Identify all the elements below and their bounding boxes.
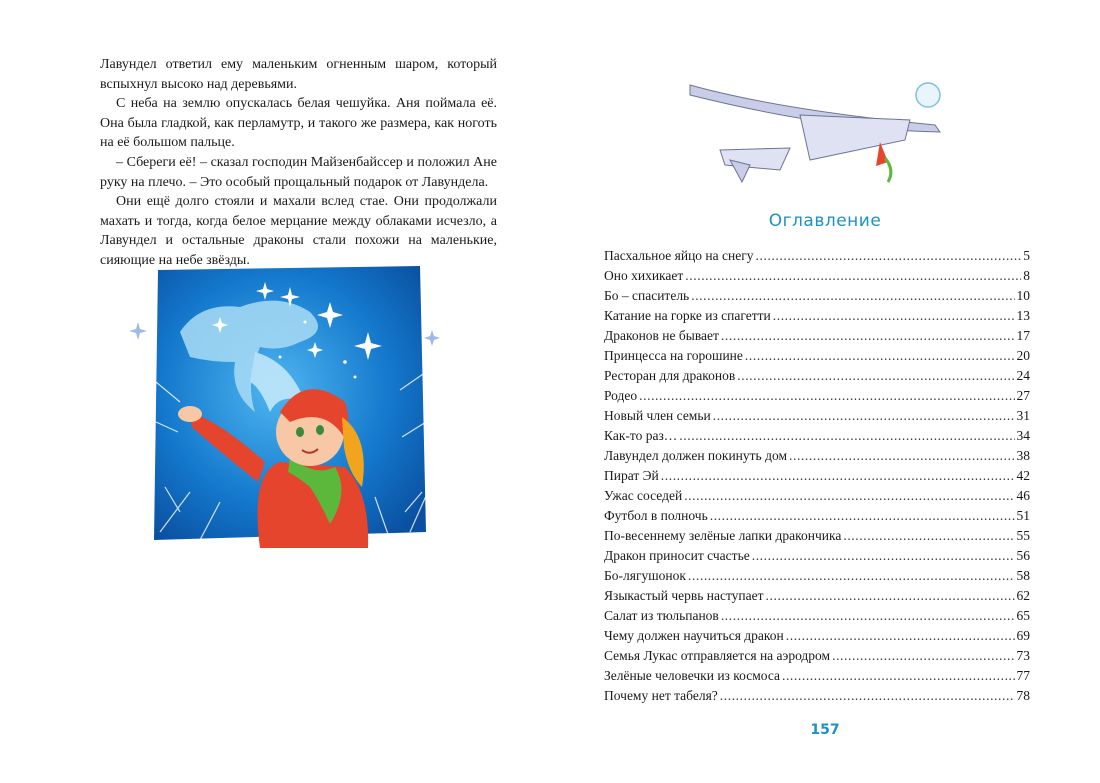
right-page <box>550 0 1100 783</box>
toc-entry-page: 62 <box>1016 588 1030 603</box>
toc-dot-leader <box>679 426 1014 446</box>
toc-entry-title: По-весеннему зелёные лапки дракончика <box>604 528 842 543</box>
toc-entry-title: Родео <box>604 388 638 403</box>
toc-entry-title: Лавундел должен покинуть дом <box>604 448 787 463</box>
toc-entry-page: 34 <box>1016 428 1030 443</box>
toc-entry-title: Языкастый червь наступает <box>604 588 764 603</box>
toc-entry-page: 51 <box>1016 508 1030 523</box>
toc-entry-title: Ресторан для драконов <box>604 368 736 383</box>
toc-entry-title: Драконов не бывает <box>604 328 719 343</box>
toc-dot-leader <box>639 386 1014 406</box>
toc-entry <box>604 546 1030 566</box>
toc-entry <box>604 306 1030 326</box>
toc-entry-title: Принцесса на горошине <box>604 348 743 363</box>
toc-entry-title: Пасхальное яйцо на снегу <box>604 248 754 263</box>
toc-entry-page: 58 <box>1016 568 1030 583</box>
toc-entry-title: Пират Эй <box>604 468 659 483</box>
toc-dot-leader <box>745 346 1015 366</box>
toc-dot-leader <box>661 466 1015 486</box>
toc-entry <box>604 406 1030 426</box>
toc-entry-page: 10 <box>1016 288 1030 303</box>
toc-entry <box>604 506 1030 526</box>
glider-airplane-illustration <box>680 70 950 195</box>
toc-entry-title: Оно хихикает <box>604 268 684 283</box>
toc-dot-leader <box>766 586 1015 606</box>
toc-dot-leader <box>721 606 1015 626</box>
toc-entry-page: 42 <box>1016 468 1030 483</box>
toc-dot-leader <box>720 686 1015 706</box>
toc-entry <box>604 466 1030 486</box>
toc-dot-leader <box>737 366 1014 386</box>
toc-entry <box>604 346 1030 366</box>
toc-entry-page: 65 <box>1016 608 1030 623</box>
toc-entry <box>604 566 1030 586</box>
toc-entry <box>604 486 1030 506</box>
toc-dot-leader <box>832 646 1014 666</box>
toc-dot-leader <box>721 326 1015 346</box>
toc-entry-page: 24 <box>1016 368 1030 383</box>
toc-dot-leader <box>710 506 1015 526</box>
toc-entry-title: Семья Лукас отправляется на аэродром <box>604 648 831 663</box>
toc-dot-leader <box>756 246 1022 266</box>
toc-entry <box>604 606 1030 626</box>
toc-entry-title: Новый член семьи <box>604 408 711 423</box>
toc-entry-title: Ужас соседей <box>604 488 683 503</box>
toc-entry-title: Как-то раз… <box>604 428 678 443</box>
toc-entry <box>604 626 1030 646</box>
toc-entry <box>604 286 1030 306</box>
toc-entry-title: Бо – спаситель <box>604 288 690 303</box>
toc-dot-leader <box>684 486 1014 506</box>
toc-dot-leader <box>843 526 1014 546</box>
toc-dot-leader <box>685 266 1021 286</box>
toc-entry-page: 69 <box>1016 628 1030 643</box>
story-paragraph: Они ещё долго стояли и махали вслед стае. Они продолжали махать и тогда, когда белое мерцание между облаками исчезло, а Лавундел и остальные драконы стали похожи на маленькие, сияющие на небе звёзды. <box>100 194 497 268</box>
toc-entry-page: 38 <box>1016 448 1030 463</box>
toc-entry-page: 55 <box>1016 528 1030 543</box>
story-paragraph: – Сбереги её! – сказал господин Майзенбайссер и положил Ане руку на плечо. – Это особый прощальный подарок от Лавундела. <box>100 154 497 190</box>
toc-entry-page: 27 <box>1016 388 1030 403</box>
toc-dot-leader <box>782 666 1015 686</box>
toc-entry <box>604 326 1030 346</box>
toc-entry <box>604 586 1030 606</box>
toc-entry <box>604 646 1030 666</box>
toc-entry <box>604 266 1030 286</box>
page-number: 157 <box>810 722 840 738</box>
toc-dot-leader <box>773 306 1015 326</box>
toc-entry <box>604 426 1030 446</box>
table-of-contents <box>604 246 1030 706</box>
toc-dot-leader <box>691 286 1014 306</box>
toc-entry-page: 73 <box>1016 648 1030 663</box>
toc-dot-leader <box>688 566 1015 586</box>
toc-entry-title: Зелёные человечки из космоса <box>604 668 780 683</box>
toc-entry-page: 17 <box>1016 328 1030 343</box>
toc-entry <box>604 666 1030 686</box>
toc-entry-title: Чему должен научиться дракон <box>604 628 784 643</box>
toc-entry-page: 31 <box>1016 408 1030 423</box>
toc-entry-title: Катание на горке из спагетти <box>604 308 771 323</box>
toc-entry <box>604 686 1030 706</box>
toc-entry-page: 13 <box>1016 308 1030 323</box>
toc-entry-title: Салат из тюльпанов <box>604 608 719 623</box>
toc-entry-page: 8 <box>1023 268 1030 283</box>
toc-entry-page: 77 <box>1016 668 1030 683</box>
toc-entry <box>604 366 1030 386</box>
toc-dot-leader <box>786 626 1015 646</box>
toc-dot-leader <box>713 406 1015 426</box>
story-paragraph: Лавундел ответил ему маленьким огненным шаром, который вспыхнул высоко над деревьями. <box>100 57 497 92</box>
toc-entry-page: 46 <box>1016 488 1030 503</box>
toc-entry <box>604 246 1030 266</box>
toc-title: Оглавление <box>768 211 882 231</box>
toc-entry <box>604 386 1030 406</box>
toc-entry-page: 56 <box>1016 548 1030 563</box>
toc-dot-leader <box>789 446 1015 466</box>
toc-entry-title: Почему нет табеля? <box>604 688 718 703</box>
toc-entry-title: Футбол в полночь <box>604 508 708 523</box>
story-paragraph: С неба на землю опускалась белая чешуйка. Аня поймала её. Она была гладкой, как перламутр, и такого же размера, как ноготь на её большом пальце. <box>100 96 497 151</box>
toc-entry-page: 78 <box>1016 688 1030 703</box>
story-text <box>100 55 497 271</box>
toc-entry <box>604 446 1030 466</box>
toc-entry-title: Бо-лягушонок <box>604 568 686 583</box>
toc-dot-leader <box>752 546 1015 566</box>
toc-entry-title: Дракон приносит счастье <box>604 548 750 563</box>
girl-and-ice-dragon-illustration <box>130 262 442 548</box>
toc-entry-page: 20 <box>1016 348 1030 363</box>
toc-entry-page: 5 <box>1023 248 1030 263</box>
toc-entry <box>604 526 1030 546</box>
